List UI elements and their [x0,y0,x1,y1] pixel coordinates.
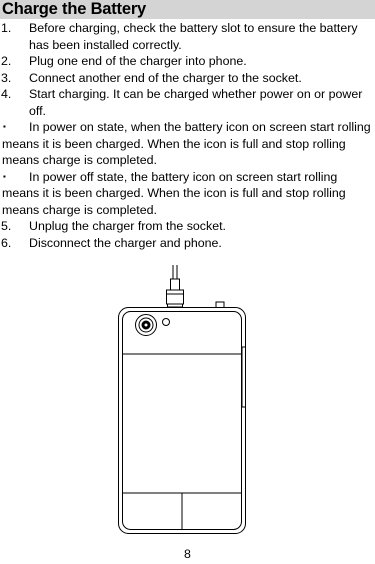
bullet-item [0,119,375,169]
section-heading [0,0,375,19]
step-number: 5. [1,219,12,233]
bullet-marker: ▪ [3,122,6,131]
step-number: 2. [1,54,12,68]
step-number: 1. [1,21,12,35]
step-item [0,20,375,53]
section-title: Charge the Battery [2,0,147,18]
step-text: Unplug the charger from the socket. [29,219,226,233]
step-item [0,53,375,70]
phone-body [119,308,246,534]
step-item [0,86,375,119]
charger-cable [167,265,184,307]
phone-back-charging-illustration [118,265,256,537]
step-number: 4. [1,87,12,101]
step-text: Before charging, check the battery slot to ensure the battery has been installed correctly. [29,21,358,52]
step-item [0,218,375,235]
step-number: 6. [1,235,12,250]
bullet-text-first-line: In power on state, when the battery icon on screen start rolling [29,120,371,134]
step-item [0,70,375,87]
bullet-item [0,169,375,219]
step-text: Connect another end of the charger to the socket. [29,70,302,85]
flash-icon [163,319,170,326]
step-number: 3. [1,70,12,85]
step-text: Plug one end of the charger into phone. [29,54,247,68]
bullet-text-first-line: In power off state, the battery icon on screen start rolling [29,169,338,184]
step-item [0,235,375,252]
step-text: Disconnect the charger and phone. [29,235,222,250]
bullet-text-continuation: means it is been charged. When the icon is full and stop rolling means charge is completed. [2,186,346,217]
bullet-text-continuation: means it is been charged. When the icon is full and stop rolling means charge is completed. [2,136,346,167]
camera-lens-icon [136,315,157,336]
page-number: 8 [184,547,191,561]
step-text: Start charging. It can be charged whether power on or power off. [29,87,363,118]
bullet-marker: ▪ [3,171,6,181]
instruction-list [0,20,375,251]
